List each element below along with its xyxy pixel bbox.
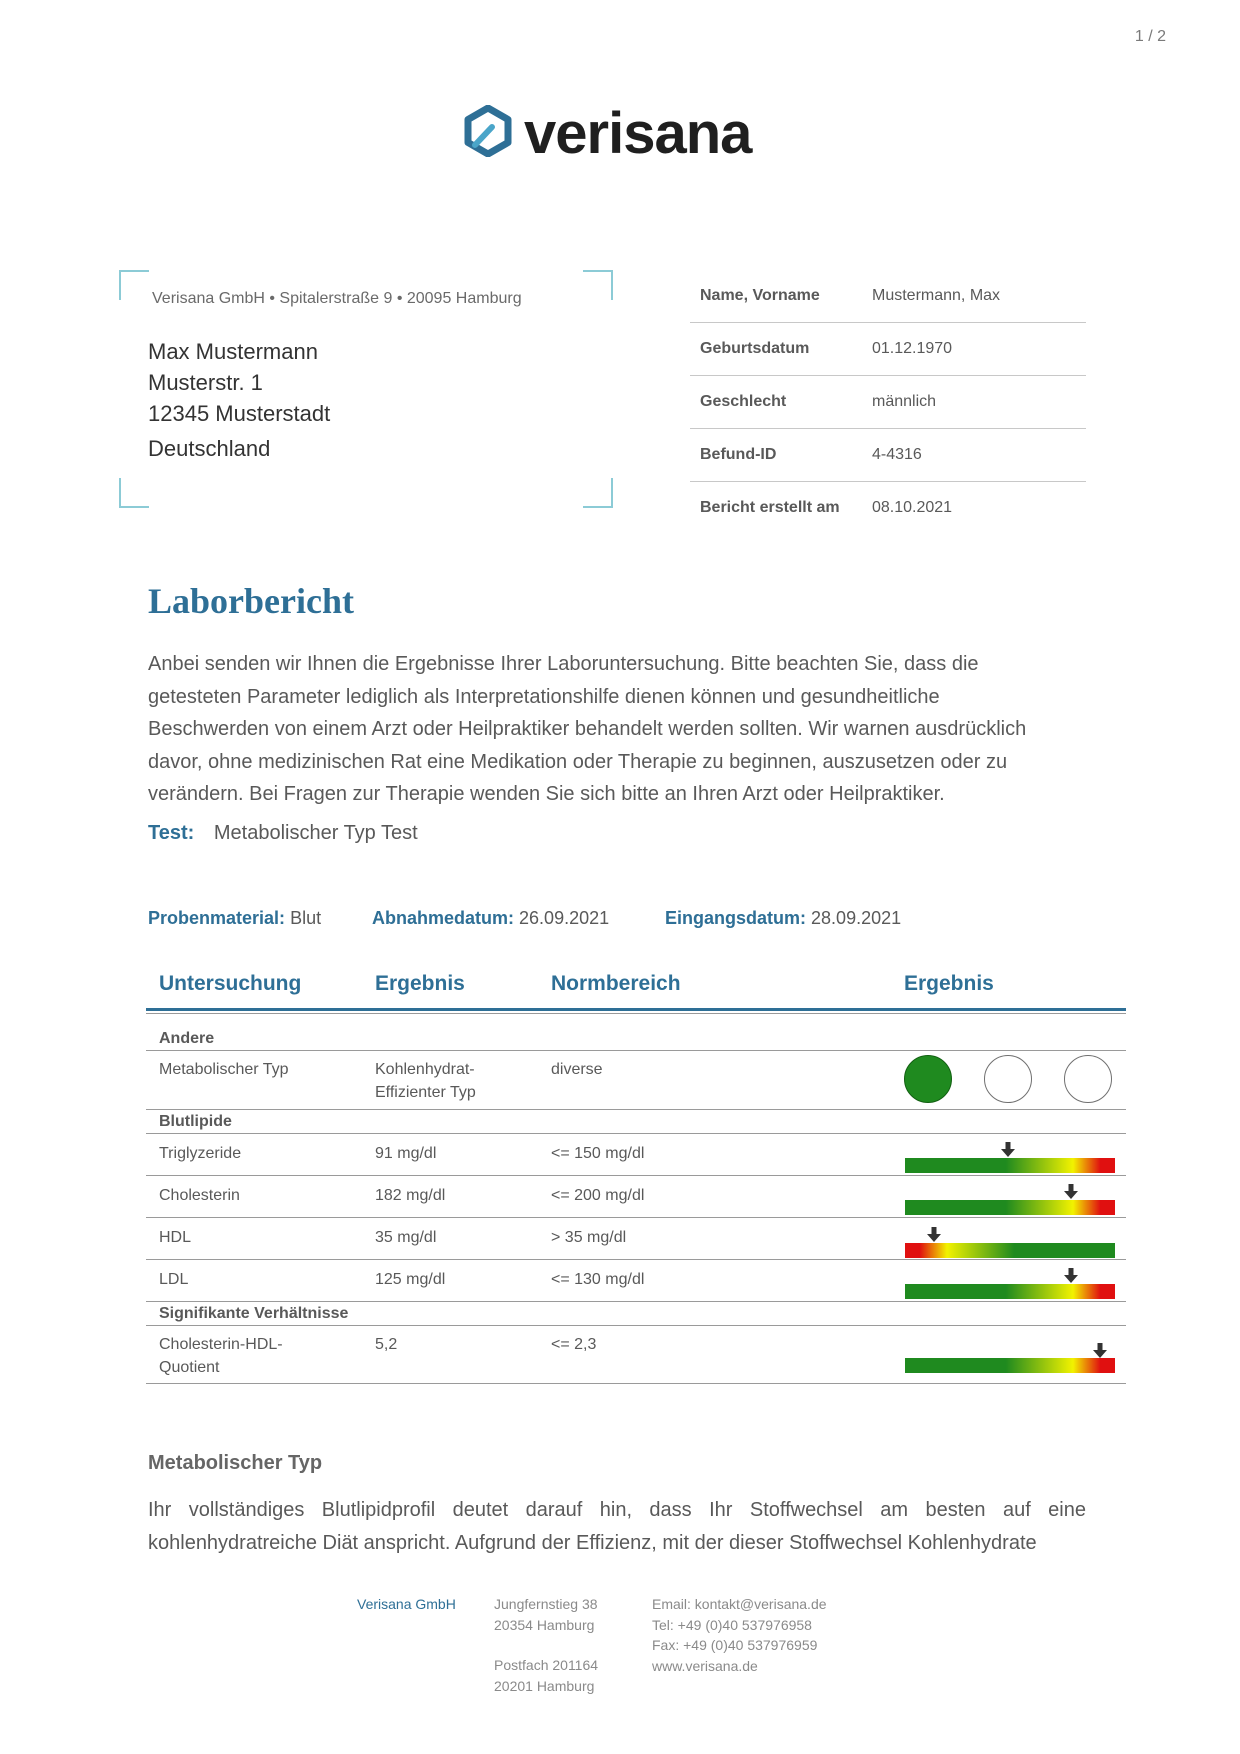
section-text bbox=[148, 1494, 1086, 1559]
footer-address bbox=[494, 1594, 598, 1696]
receipt-label: Eingangsdatum: bbox=[665, 908, 807, 928]
intro-line: davor, ohne medizinischen Rat eine Medikation oder Therapie zu beginnen, auszusetzen oder zu bbox=[148, 750, 1008, 773]
row-result bbox=[375, 1058, 476, 1104]
footer-phone: Tel: +49 (0)40 537976958 bbox=[652, 1616, 812, 1633]
info-row-name bbox=[690, 270, 1086, 323]
row-name bbox=[159, 1333, 283, 1379]
recipient-city: 12345 Musterstadt bbox=[148, 401, 331, 426]
row-divider bbox=[146, 1301, 1126, 1302]
row-result-line: Kohlenhydrat- bbox=[375, 1061, 475, 1078]
row-result: 35 mg/dl bbox=[375, 1229, 437, 1246]
row-name: HDL bbox=[159, 1229, 192, 1246]
material-value: Blut bbox=[290, 908, 322, 928]
down-arrow-icon bbox=[1064, 1184, 1078, 1200]
row-range: <= 2,3 bbox=[551, 1336, 597, 1353]
info-row-created bbox=[690, 482, 1086, 534]
result-gradient-bar bbox=[905, 1243, 1115, 1258]
receipt-value: 28.09.2021 bbox=[811, 908, 902, 928]
test-value: Metabolischer Typ Test bbox=[213, 822, 418, 844]
info-value: 4-4316 bbox=[872, 446, 922, 463]
footer-line: Jungfernstieg 38 bbox=[494, 1596, 598, 1612]
footer-line: 20201 Hamburg bbox=[494, 1677, 595, 1694]
info-label: Geburtsdatum bbox=[700, 340, 810, 357]
section-line: Ihr vollständiges Blutlipidprofil deutet darauf hin, dass Ihr Stoffwechsel am besten auf eine bbox=[148, 1499, 1086, 1521]
row-result-line: Effizienter Typ bbox=[375, 1084, 476, 1101]
recipient-country: Deutschland bbox=[148, 436, 271, 461]
row-name: Triglyzeride bbox=[159, 1145, 242, 1162]
row-divider bbox=[146, 1175, 1126, 1176]
row-name-line: Quotient bbox=[159, 1359, 220, 1376]
footer-fax: Fax: +49 (0)40 537976959 bbox=[652, 1637, 818, 1653]
verisana-logo bbox=[462, 98, 751, 168]
down-arrow-icon bbox=[1064, 1268, 1078, 1284]
group-label-other: Andere bbox=[159, 1030, 215, 1047]
row-divider bbox=[146, 1325, 1126, 1326]
material-label: Probenmaterial: bbox=[148, 908, 286, 928]
header-rule-thin bbox=[146, 1013, 1126, 1014]
row-divider bbox=[146, 1383, 1126, 1384]
footer-contact bbox=[652, 1594, 827, 1676]
patient-info-table bbox=[690, 270, 1086, 534]
footer-company: Verisana GmbH bbox=[357, 1596, 456, 1612]
info-label: Geschlecht bbox=[700, 393, 787, 410]
intro-line: Anbei senden wir Ihnen die Ergebnisse Ihrer Laboruntersuchung. Bitte beachten Sie, dass die bbox=[148, 653, 979, 675]
info-row-birthdate bbox=[690, 323, 1086, 376]
intro-line: getesteten Parameter lediglich als Interpretationshilfe dienen können und gesundheitliche bbox=[148, 685, 940, 708]
down-arrow-icon bbox=[1001, 1142, 1015, 1158]
info-value: 08.10.2021 bbox=[872, 499, 953, 516]
info-row-report-id bbox=[690, 429, 1086, 482]
row-range: <= 150 mg/dl bbox=[551, 1145, 645, 1162]
result-gradient-bar bbox=[905, 1284, 1115, 1299]
info-label: Name, Vorname bbox=[700, 287, 820, 304]
footer-line: 20354 Hamburg bbox=[494, 1616, 595, 1633]
row-result: 125 mg/dl bbox=[375, 1271, 446, 1288]
row-range: <= 200 mg/dl bbox=[551, 1187, 645, 1204]
row-divider bbox=[146, 1259, 1126, 1260]
info-value: 01.12.1970 bbox=[872, 340, 953, 357]
row-range: > 35 mg/dl bbox=[551, 1229, 627, 1246]
type-circle-indicator bbox=[1064, 1055, 1112, 1103]
recipient-street: Musterstr. 1 bbox=[148, 370, 263, 395]
row-divider bbox=[146, 1133, 1126, 1134]
address-window-corner bbox=[583, 478, 613, 508]
row-divider bbox=[146, 1109, 1126, 1110]
column-header-examination: Untersuchung bbox=[159, 972, 302, 995]
address-window-corner bbox=[119, 478, 149, 508]
column-header-result-graphic: Ergebnis bbox=[904, 972, 994, 995]
row-range: diverse bbox=[551, 1061, 603, 1078]
address-window-corner bbox=[119, 270, 149, 300]
collection-value: 26.09.2021 bbox=[519, 908, 610, 928]
footer-website: www.verisana.de bbox=[652, 1657, 758, 1674]
recipient-name: Max Mustermann bbox=[148, 339, 318, 364]
row-result: 91 mg/dl bbox=[375, 1145, 437, 1162]
info-row-gender bbox=[690, 376, 1086, 429]
logo-wordmark: verisana bbox=[524, 100, 752, 166]
test-line bbox=[148, 822, 418, 845]
row-divider bbox=[146, 1217, 1126, 1218]
column-header-result: Ergebnis bbox=[375, 972, 465, 995]
report-intro bbox=[148, 648, 1086, 811]
row-name-line: Cholesterin-HDL- bbox=[159, 1336, 283, 1353]
footer-line: Postfach 201164 bbox=[494, 1657, 599, 1673]
section-line: kohlenhydratreiche Diät anspricht. Aufgrund der Effizienz, mit der dieser Stoffwechsel Kohlenhydrate bbox=[148, 1531, 1037, 1554]
recipient-address bbox=[148, 336, 330, 464]
address-window-corner bbox=[583, 270, 613, 300]
result-gradient-bar bbox=[905, 1200, 1115, 1215]
row-name: LDL bbox=[159, 1271, 189, 1288]
down-arrow-icon bbox=[927, 1227, 941, 1243]
sample-material bbox=[148, 908, 321, 929]
down-arrow-icon bbox=[1093, 1343, 1107, 1359]
header-rule bbox=[146, 1008, 1126, 1011]
intro-line: Beschwerden von einem Arzt oder Heilpraktiker behandelt werden sollten. Wir warnen ausdrücklich bbox=[148, 718, 1027, 740]
group-label-ratios: Signifikante Verhältnisse bbox=[159, 1305, 349, 1322]
info-value: männlich bbox=[872, 393, 937, 410]
row-name: Cholesterin bbox=[159, 1187, 240, 1204]
row-name: Metabolischer Typ bbox=[159, 1061, 289, 1078]
column-header-reference: Normbereich bbox=[551, 972, 681, 995]
group-label-blood-lipids: Blutlipide bbox=[159, 1113, 232, 1130]
row-result: 5,2 bbox=[375, 1336, 398, 1353]
page-number: 1 / 2 bbox=[1134, 28, 1166, 45]
result-gradient-bar bbox=[905, 1358, 1115, 1373]
info-value: Mustermann, Max bbox=[872, 287, 1001, 304]
row-result: 182 mg/dl bbox=[375, 1187, 446, 1204]
sample-collection-date bbox=[372, 908, 609, 929]
info-label: Befund-ID bbox=[700, 446, 777, 463]
test-label: Test: bbox=[148, 822, 195, 844]
result-gradient-bar bbox=[905, 1158, 1115, 1173]
collection-label: Abnahmedatum: bbox=[372, 908, 515, 928]
report-title: Laborbericht bbox=[148, 581, 354, 621]
info-label: Bericht erstellt am bbox=[700, 499, 840, 516]
row-divider bbox=[146, 1050, 1126, 1051]
sender-line: Verisana GmbH • Spitalerstraße 9 • 20095 Hamburg bbox=[152, 290, 522, 307]
footer-email: Email: kontakt@verisana.de bbox=[652, 1596, 827, 1612]
intro-line: verändern. Bei Fragen zur Therapie wenden Sie sich bitte an Ihren Arzt oder Heilpraktiker. bbox=[148, 783, 945, 805]
type-circle-indicator bbox=[984, 1055, 1032, 1103]
type-circle-indicator bbox=[904, 1055, 952, 1103]
row-range: <= 130 mg/dl bbox=[551, 1271, 645, 1288]
sample-receipt-date bbox=[665, 908, 901, 929]
section-title: Metabolischer Typ bbox=[148, 1452, 323, 1474]
hexagon-logo-icon bbox=[462, 105, 514, 162]
metabolic-type-indicator bbox=[904, 1055, 1112, 1103]
